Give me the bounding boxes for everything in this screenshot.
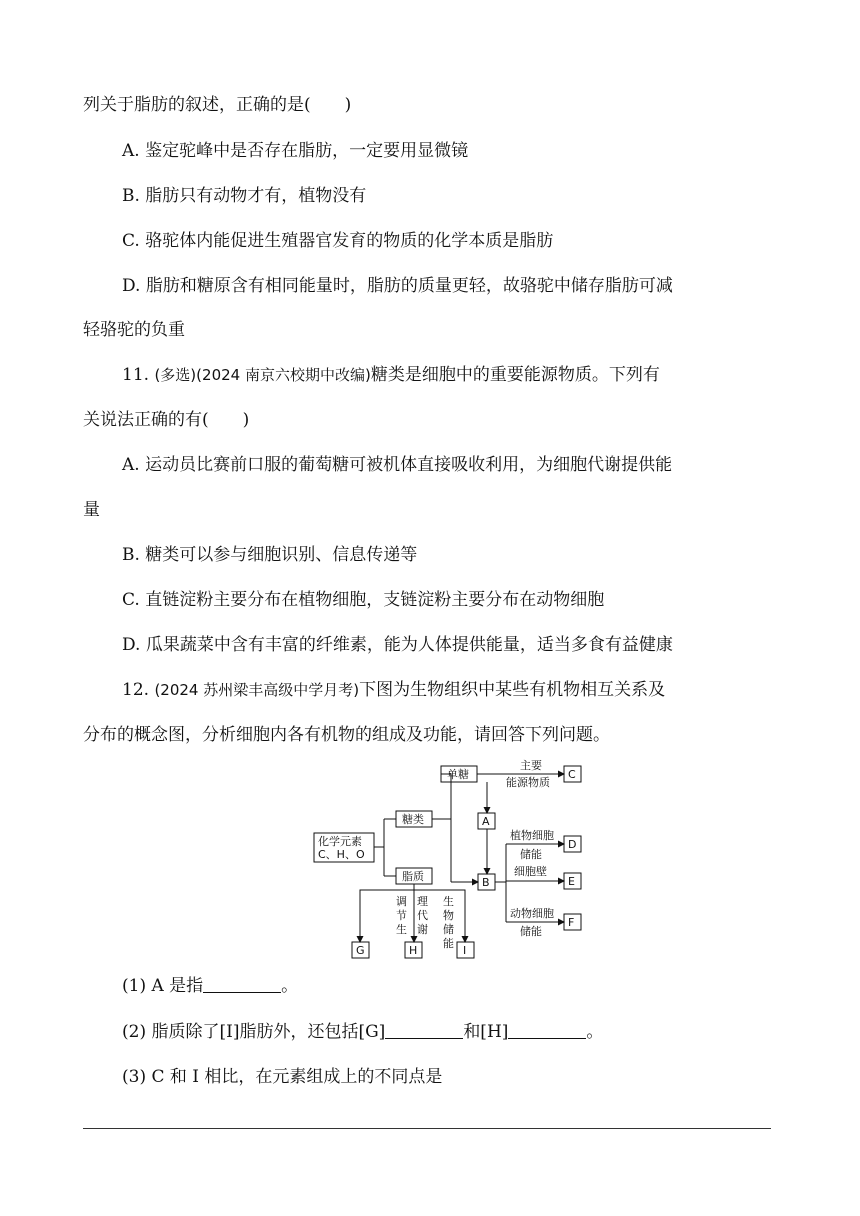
box-d-label: D [568,838,577,851]
q12-sub2-mid: 和[H] [463,1022,509,1042]
q11-stem-text: 糖类是细胞中的重要能源物质。下列有 [370,365,660,385]
answer-blank-h[interactable] [508,1024,586,1039]
q12-sub3: (3) C 和 I 相比，在元素组成上的不同点是 [122,1067,443,1087]
q11-option-a-cont: 量 [83,500,100,520]
q12-sub1 [122,975,298,997]
animal-store-l2: 储能 [520,925,542,938]
q12-source: (2024 苏州梁丰高级中学月考) [154,681,360,699]
q10-option-d: D. 脂肪和糖原含有相同能量时，脂肪的质量更轻，故骆驼中储存脂肪可减 [122,276,673,296]
q10-option-d-cont: 轻骆驼的负重 [83,320,185,340]
animal-store-l1: 动物细胞 [510,907,554,920]
q11-stem-cont: 关说法正确的有( ) [83,410,250,430]
mono-label: 单糖 [447,768,469,781]
page-bottom-rule [83,1128,771,1129]
plant-store-l2: 储能 [520,848,542,861]
q11-source: (2024 南京六校期中改编) [196,366,371,384]
q11-option-d: D. 瓜果蔬菜中含有丰富的纤维素，能为人体提供能量，适当多食有益健康 [122,635,673,655]
cell-wall-label: 细胞壁 [514,865,547,878]
box-b-label: B [482,876,490,889]
box-c-label: C [568,768,576,781]
box-e-label: E [568,875,575,888]
q10-option-c: C. 骆驼体内能促进生殖器官发育的物质的化学本质是脂肪 [122,231,554,251]
q10-option-a: A. 鉴定驼峰中是否存在脂肪，一定要用显微镜 [122,141,469,161]
vert-wu: 物 [443,909,454,922]
concept-diagram [312,757,612,962]
q11-number: 11. [122,365,155,385]
box-a-label: A [482,815,490,828]
box-i-label: I [463,944,467,957]
lipid-label: 脂质 [402,870,424,883]
main-energy-l2: 能源物质 [506,776,550,789]
vert-li: 理 [417,895,428,908]
q12-sub1-end: 。 [281,976,299,996]
vert-neng: 能 [443,937,454,950]
sugar-label: 糖类 [402,813,424,826]
vert-jie: 节 [396,909,407,922]
plant-store-l1: 植物细胞 [510,829,554,842]
main-energy-l1: 主要 [520,759,542,772]
q10-option-b: B. 脂肪只有动物才有，植物没有 [122,186,367,206]
q11-tag: (多选) [154,366,197,384]
q10-stem-tail: 列关于脂肪的叙述，正确的是( ) [83,95,352,115]
answer-blank-a[interactable] [203,978,281,993]
q11-option-a: A. 运动员比赛前口服的葡萄糖可被机体直接吸收利用，为细胞代谢提供能 [122,455,673,475]
q11-option-b: B. 糖类可以参与细胞识别、信息传递等 [122,545,418,565]
vert-sheng: 生 [396,923,407,936]
q12-stem-text: 下图为生物组织中某些有机物相互关系及 [359,680,666,700]
vert-dai: 代 [417,909,428,922]
elements-label-l2: C、H、O [318,848,365,861]
box-h-label: H [409,944,418,957]
q12-sub2-text: (2) 脂质除了[I]脂肪外，还包括[G] [122,1022,386,1042]
answer-blank-g[interactable] [385,1024,463,1039]
vert-xie: 谢 [417,923,428,936]
q12-stem [122,679,665,701]
box-g-label: G [356,944,365,957]
q12-sub2 [122,1021,603,1043]
vert-tiao: 调 [396,895,407,908]
vert-chu: 储 [443,923,454,936]
vert-sheng2: 生 [443,895,454,908]
q12-number: 12. [122,680,155,700]
q11-option-c: C. 直链淀粉主要分布在植物细胞，支链淀粉主要分布在动物细胞 [122,590,605,610]
q12-sub2-end: 。 [586,1022,604,1042]
q12-stem-cont: 分布的概念图，分析细胞内各有机物的组成及功能，请回答下列问题。 [83,725,610,745]
box-f-label: F [568,916,575,929]
q11-stem [122,364,660,386]
elements-label-l1: 化学元素 [318,835,362,848]
q12-sub1-text: (1) A 是指 [122,976,204,996]
